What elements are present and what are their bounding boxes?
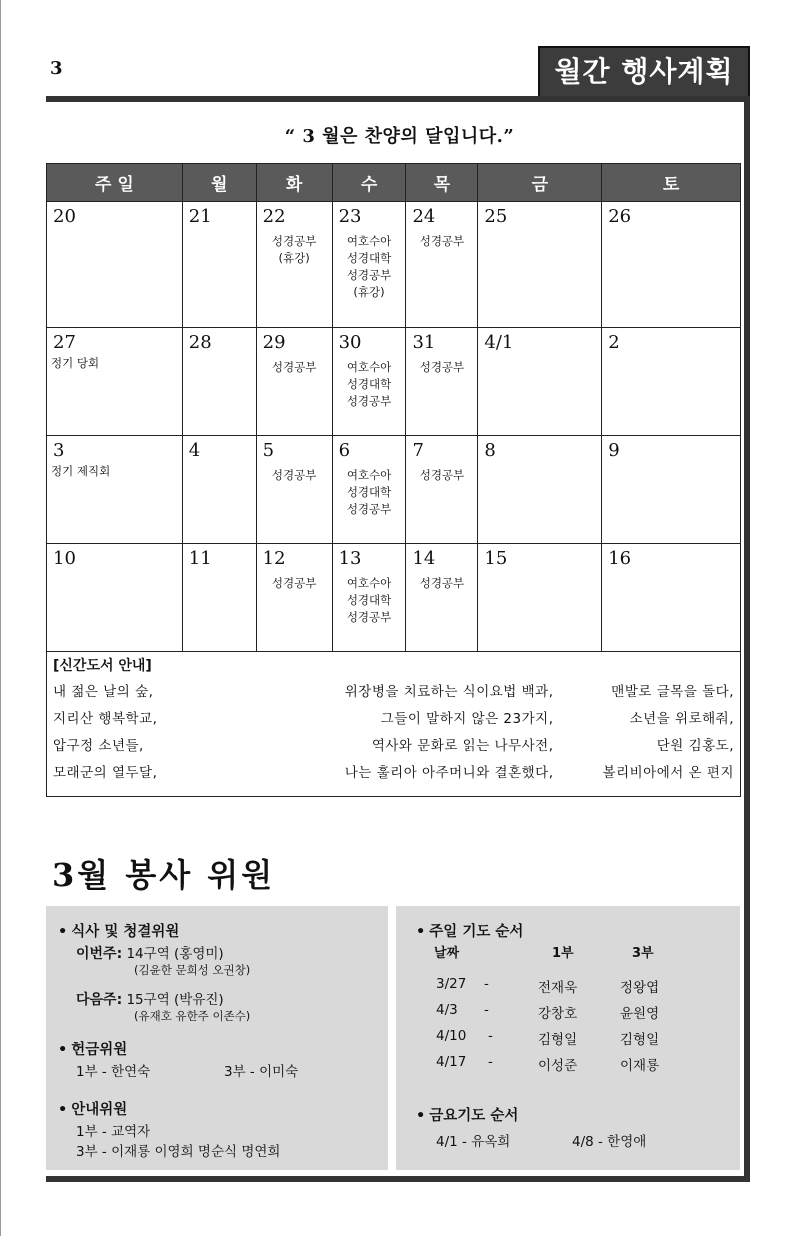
this-week-members: (김윤한 문희성 오권창) <box>134 963 251 977</box>
service-panel-right <box>396 906 740 1170</box>
book-title: 지리산 행복학교, <box>53 711 158 727</box>
day-number: 2 <box>608 332 620 353</box>
bottom-divider <box>46 1176 750 1182</box>
day-event: 성경공부 <box>419 468 465 482</box>
prayer-third: 윤원영 <box>620 1006 660 1022</box>
calendar-day-cell <box>47 544 183 652</box>
next-week-members: (유재호 유한주 이존수) <box>134 1009 251 1023</box>
calendar-day-cell <box>256 202 332 328</box>
calendar-week-row <box>47 436 741 544</box>
calendar-day-cell <box>182 436 256 544</box>
this-week-line <box>76 942 224 963</box>
page-number: 3 <box>50 58 63 79</box>
calendar-week-row <box>47 328 741 436</box>
header-thursday: 목 <box>406 164 478 202</box>
col-first: 1부 <box>552 946 574 961</box>
day-number: 7 <box>412 440 424 461</box>
calendar-day-cell <box>47 436 183 544</box>
day-event: 성경대학 <box>346 593 392 607</box>
day-number: 5 <box>262 440 275 461</box>
day-number: 21 <box>188 206 212 227</box>
calendar-day-cell <box>332 328 406 436</box>
calendar-day-cell <box>602 544 741 652</box>
sunday-prayer-heading <box>416 920 523 941</box>
new-books-notice <box>46 649 741 797</box>
this-week-label: 이번주: <box>76 946 123 962</box>
bullet-icon: • <box>58 1042 68 1058</box>
friday-entry-1: 4/1 - 유옥희 <box>436 1134 511 1150</box>
header-wednesday: 수 <box>332 164 406 202</box>
monthly-motto: “ 3 월은 찬양의 달입니다.” <box>284 126 515 147</box>
day-number: 28 <box>188 332 212 353</box>
book-title: 볼리비아에서 온 편지 <box>602 765 734 781</box>
prayer-first: 이성준 <box>538 1058 578 1074</box>
day-event: 성경대학 <box>346 377 392 391</box>
day-event: 성경공부 <box>346 268 392 282</box>
prayer-date: 4/10 <box>436 1028 467 1044</box>
bullet-icon: • <box>58 924 68 940</box>
usher-third: 3부 - 이재룡 이영희 명순식 명연희 <box>76 1144 281 1160</box>
day-number: 4 <box>188 440 201 461</box>
day-number: 23 <box>338 206 362 227</box>
next-week-line <box>76 988 224 1009</box>
calendar-day-cell <box>182 328 256 436</box>
calendar-day-cell <box>602 328 741 436</box>
header-monday: 월 <box>182 164 256 202</box>
prayer-dash: - <box>484 976 489 992</box>
day-event: 성경공부 <box>346 610 392 624</box>
day-number: 14 <box>412 548 436 569</box>
calendar-day-cell <box>332 544 406 652</box>
calendar-day-cell <box>406 544 478 652</box>
calendar-day-cell <box>478 328 602 436</box>
calendar-week-row <box>47 202 741 328</box>
prayer-dash: - <box>488 1028 493 1044</box>
calendar-day-cell <box>332 436 406 544</box>
day-number: 9 <box>608 440 620 461</box>
prayer-date: 3/27 <box>436 976 467 992</box>
friday-prayer-heading-text: 금요기도 순서 <box>429 1108 519 1124</box>
book-row <box>53 733 734 760</box>
offering-third: 3부 - 이미숙 <box>224 1064 299 1080</box>
book-title: 모래군의 열두달, <box>53 765 158 781</box>
day-event: 여호수아 <box>346 576 392 590</box>
calendar-day-cell <box>602 202 741 328</box>
prayer-third: 김형일 <box>620 1032 660 1048</box>
day-number: 6 <box>338 440 351 461</box>
sunday-prayer-heading-text: 주일 기도 순서 <box>429 924 524 940</box>
day-event: 성경공부 <box>419 576 465 590</box>
book-row <box>53 760 734 787</box>
day-event: 성경공부 <box>419 360 465 374</box>
day-number: 13 <box>338 548 362 569</box>
day-event: 성경대학 <box>346 251 392 265</box>
calendar-day-cell <box>182 544 256 652</box>
top-divider <box>46 96 750 102</box>
day-event: 여호수아 <box>346 468 392 482</box>
offering-heading-text: 헌금위원 <box>71 1042 128 1058</box>
friday-prayer-heading <box>416 1104 518 1125</box>
calendar-day-cell <box>47 328 183 436</box>
day-number: 4/1 <box>484 332 514 353</box>
calendar-day-cell <box>478 202 602 328</box>
offering-heading <box>58 1038 127 1059</box>
title-banner <box>538 46 750 98</box>
calendar-day-cell <box>478 544 602 652</box>
book-title: 압구정 소년들, <box>53 738 144 754</box>
day-event: 성경공부 <box>271 468 317 482</box>
book-title: 나는 훌리아 아주머니와 결혼했다, <box>344 765 554 781</box>
service-section-title: 3월 봉사 위원 <box>52 856 276 894</box>
calendar-day-cell <box>47 202 183 328</box>
prayer-date: 4/17 <box>436 1054 467 1070</box>
calendar-week-row <box>47 544 741 652</box>
next-week-value: 15구역 (박유진) <box>126 992 224 1008</box>
book-title: 맨발로 글목을 돌다, <box>611 684 734 700</box>
service-panel-left <box>46 906 388 1170</box>
bullet-icon: • <box>416 1108 426 1124</box>
calendar-day-cell <box>182 202 256 328</box>
day-event: 성경공부 <box>346 394 392 408</box>
day-number: 27 <box>53 332 76 353</box>
prayer-first: 김형일 <box>538 1032 578 1048</box>
header-saturday: 토 <box>602 164 741 202</box>
day-event: 여호수아 <box>346 360 392 374</box>
day-number: 22 <box>262 206 286 227</box>
usher-heading-text: 안내위원 <box>71 1102 128 1118</box>
day-number: 31 <box>412 332 436 353</box>
page-title: 월간 행사계획 <box>554 55 734 88</box>
day-event: 성경공부 <box>271 234 317 248</box>
col-date: 날짜 <box>434 946 460 961</box>
calendar-table <box>46 163 741 652</box>
day-number: 15 <box>484 548 508 569</box>
cleaning-heading-text: 식사 및 청결위원 <box>71 924 180 940</box>
usher-first: 1부 - 교역자 <box>76 1124 151 1140</box>
day-number: 8 <box>484 440 496 461</box>
header-tuesday: 화 <box>256 164 332 202</box>
prayer-third: 정왕엽 <box>620 980 660 996</box>
day-number: 16 <box>608 548 632 569</box>
day-number: 10 <box>53 548 76 569</box>
bullet-icon: • <box>58 1102 68 1118</box>
day-number: 29 <box>262 332 286 353</box>
book-title: 그들이 말하지 않은 23가지, <box>380 711 554 727</box>
offering-first: 1부 - 한연숙 <box>76 1064 151 1080</box>
usher-heading <box>58 1098 127 1119</box>
right-divider <box>744 96 750 1182</box>
calendar-day-cell <box>406 328 478 436</box>
book-title: 위장병을 치료하는 식이요법 백과, <box>344 684 554 700</box>
prayer-first: 강창호 <box>538 1006 578 1022</box>
cleaning-heading <box>58 920 179 941</box>
calendar-day-cell <box>256 328 332 436</box>
book-title: 역사와 문화로 읽는 나무사전, <box>371 738 554 754</box>
prayer-date: 4/3 <box>436 1002 458 1018</box>
day-number: 3 <box>53 440 65 461</box>
day-number: 12 <box>262 548 286 569</box>
book-row <box>53 679 734 706</box>
day-event: 성경공부 <box>419 234 465 248</box>
bullet-icon: • <box>416 924 426 940</box>
day-number: 24 <box>412 206 436 227</box>
calendar-day-cell <box>478 436 602 544</box>
header-sunday: 주 일 <box>47 164 183 202</box>
prayer-dash: - <box>488 1054 493 1070</box>
day-number: 20 <box>53 206 76 227</box>
calendar-day-cell <box>406 202 478 328</box>
day-event: 성경공부 <box>271 360 317 374</box>
book-title: 소년을 위로해줘, <box>629 711 734 727</box>
new-books-heading: [신간도서 안내] <box>53 658 152 674</box>
prayer-dash: - <box>484 1002 489 1018</box>
calendar-day-cell <box>256 544 332 652</box>
day-number: 11 <box>188 548 212 569</box>
day-event: 성경공부 <box>346 502 392 516</box>
calendar-header-row <box>47 164 741 202</box>
prayer-first: 전재욱 <box>538 980 578 996</box>
day-number: 26 <box>608 206 632 227</box>
calendar-day-cell <box>406 436 478 544</box>
day-event: 여호수아 <box>346 234 392 248</box>
col-third: 3부 <box>632 946 654 961</box>
day-event: 성경공부 <box>271 576 317 590</box>
header-friday: 금 <box>478 164 602 202</box>
calendar-day-cell <box>332 202 406 328</box>
day-number: 30 <box>338 332 362 353</box>
friday-entry-2: 4/8 - 한영애 <box>572 1134 647 1150</box>
book-title: 내 젊은 날의 숲, <box>53 684 154 700</box>
book-title: 단원 김홍도, <box>656 738 734 754</box>
day-event: 정기 당회 <box>51 356 100 370</box>
day-event: 성경대학 <box>346 485 392 499</box>
this-week-value: 14구역 (홍영미) <box>126 946 224 962</box>
book-row <box>53 706 734 733</box>
day-number: 25 <box>484 206 508 227</box>
day-event: (휴강) <box>353 285 385 299</box>
day-event: (휴강) <box>278 251 310 265</box>
calendar-day-cell <box>602 436 741 544</box>
calendar-day-cell <box>256 436 332 544</box>
next-week-label: 다음주: <box>76 992 123 1008</box>
day-event: 정기 제직회 <box>51 464 111 478</box>
page-edge <box>0 0 1 1236</box>
prayer-third: 이재룡 <box>620 1058 660 1074</box>
